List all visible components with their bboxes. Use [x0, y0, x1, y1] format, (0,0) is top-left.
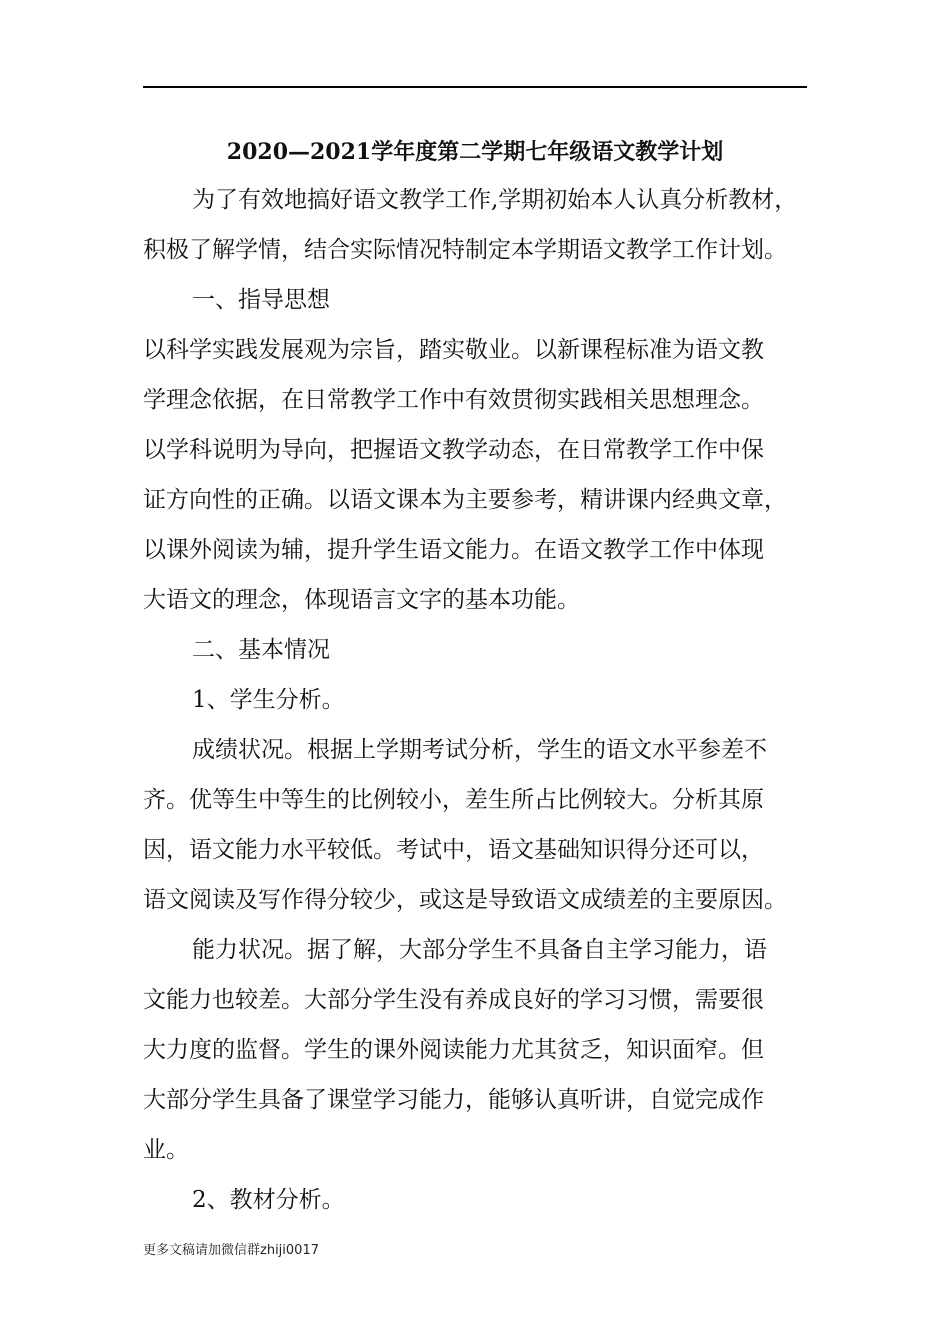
section-heading-basic-situation: 二、基本情况	[192, 637, 330, 663]
document-title: 2020—2021学年度第二学期七年级语文教学计划	[226, 139, 724, 165]
paragraph-line: 大力度的监督。学生的课外阅读能力尤其贫乏，知识面窄。但	[143, 1037, 764, 1063]
paragraph-line: 因，语文能力水平较低。考试中，语文基础知识得分还可以，	[143, 837, 764, 863]
paragraph-line: 文能力也较差。大部分学生没有养成良好的学习习惯，需要很	[143, 987, 764, 1013]
paragraph-line: 以学科说明为导向，把握语文教学动态，在日常教学工作中保	[143, 437, 764, 463]
section-heading-guiding-ideology: 一、指导思想	[192, 287, 330, 313]
header-rule	[143, 86, 807, 88]
paragraph-line: 业。	[143, 1137, 189, 1163]
paragraph-line: 大部分学生具备了课堂学习能力，能够认真听讲，自觉完成作	[143, 1087, 764, 1113]
paragraph-line: 证方向性的正确。以语文课本为主要参考，精讲课内经典文章，	[143, 487, 787, 513]
subheading-textbook-analysis: 2、教材分析。	[192, 1187, 345, 1213]
paragraph-line: 以科学实践发展观为宗旨，踏实敬业。以新课程标准为语文教	[143, 337, 764, 363]
subheading-student-analysis: 1、学生分析。	[192, 687, 345, 713]
paragraph-line: 学理念依据，在日常教学工作中有效贯彻实践相关思想理念。	[143, 387, 764, 413]
paragraph-line: 齐。优等生中等生的比例较小，差生所占比例较大。分析其原	[143, 787, 764, 813]
intro-line-2: 积极了解学情，结合实际情况特制定本学期语文教学工作计划。	[143, 237, 787, 263]
paragraph-line: 成绩状况。根据上学期考试分析，学生的语文水平参差不	[192, 737, 767, 763]
paragraph-line: 大语文的理念，体现语言文字的基本功能。	[143, 587, 580, 613]
paragraph-line: 能力状况。据了解，大部分学生不具备自主学习能力，语	[192, 937, 767, 963]
paragraph-line: 以课外阅读为辅，提升学生语文能力。在语文教学工作中体现	[143, 537, 764, 563]
footer-note: 更多文稿请加微信群zhiji0017	[143, 1243, 319, 1258]
paragraph-line: 语文阅读及写作得分较少，或这是导致语文成绩差的主要原因。	[143, 887, 787, 913]
intro-line-1: 为了有效地搞好语文教学工作,学期初始本人认真分析教材，	[192, 187, 798, 213]
